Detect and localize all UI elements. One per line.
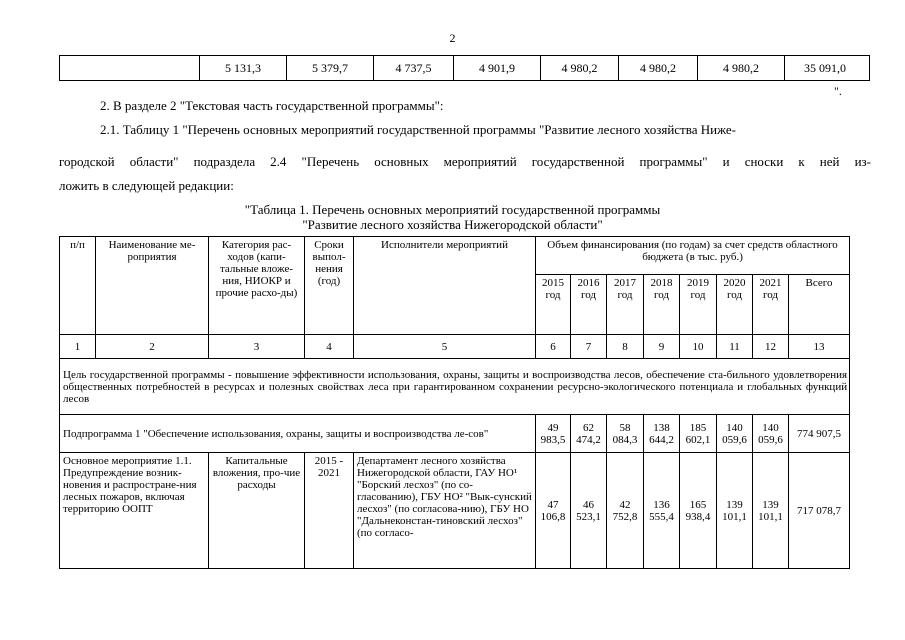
activities-table xyxy=(59,236,850,569)
value-cell: 774 907,5 xyxy=(789,415,850,453)
paragraph: городской области" подраздела 2.4 "Перечень основных мероприятий государственной программы" и сноски к ней из- xyxy=(59,154,871,169)
header-year: 2015 год xyxy=(536,275,571,335)
activity-executors: Департамент лесного хозяйства Нижегородской области, ГАУ НО¹ "Борский лесхоз" (по со-гласованию), ГБУ НО² "Вык-сунский лесхоз" (по согласова-нию), ГБУ НО "Дальнеконстан-тиновский лесхоз" (по согласо- xyxy=(354,453,536,569)
header-year: 2019 год xyxy=(680,275,717,335)
value-cell: 138 644,2 xyxy=(644,415,680,453)
column-number: 4 xyxy=(305,335,354,359)
header-name: Наименование ме-роприятия xyxy=(96,237,209,335)
column-number: 1 xyxy=(60,335,96,359)
header-category: Категория рас-ходов (капи-тальные вложе-ния, НИОКР и прочие расхо-ды) xyxy=(209,237,305,335)
table-cell: 4 980,2 xyxy=(619,56,698,81)
closing-quote: ". xyxy=(834,84,842,98)
value-cell: 47 106,8 xyxy=(536,453,571,569)
column-number: 5 xyxy=(354,335,536,359)
table-cell: 5 379,7 xyxy=(287,56,374,81)
value-cell: 46 523,1 xyxy=(571,453,607,569)
table-cell xyxy=(60,56,200,81)
table-cell: 5 131,3 xyxy=(200,56,287,81)
column-number: 13 xyxy=(789,335,850,359)
table-title: "Развитие лесного хозяйства Нижегородской области" xyxy=(302,217,603,232)
header-pp: п/п xyxy=(60,237,96,335)
column-number: 6 xyxy=(536,335,571,359)
column-number: 8 xyxy=(607,335,644,359)
page-number: 2 xyxy=(449,31,456,45)
paragraph: 2.1. Таблицу 1 "Перечень основных мероприятий государственной программы "Развитие лесного хозяйства Ниже- xyxy=(100,122,736,137)
activity-category: Капитальные вложения, про-чие расходы xyxy=(209,453,305,569)
column-number: 11 xyxy=(717,335,753,359)
value-cell: 139 101,1 xyxy=(753,453,789,569)
header-total: Всего xyxy=(789,275,850,335)
table-row xyxy=(60,56,870,81)
header-year: 2021 год xyxy=(753,275,789,335)
header-year: 2020 год xyxy=(717,275,753,335)
value-cell: 49 983,5 xyxy=(536,415,571,453)
table-header-row xyxy=(60,237,850,275)
table-cell: 4 737,5 xyxy=(374,56,454,81)
header-executors: Исполнители мероприятий xyxy=(354,237,536,335)
value-cell: 58 084,3 xyxy=(607,415,644,453)
paragraph: ложить в следующей редакции: xyxy=(59,178,234,193)
activity-terms: 2015 - 2021 xyxy=(305,453,354,569)
table-cell: 35 091,0 xyxy=(785,56,870,81)
header-year: 2017 год xyxy=(607,275,644,335)
value-cell: 165 938,4 xyxy=(680,453,717,569)
subprogram-label: Подпрограмма 1 "Обеспечение использования, охраны, защиты и воспроизводства ле-сов" xyxy=(60,415,536,453)
activity-name: Основное мероприятие 1.1. Предупреждение возник-новения и распростране-ния лесных пожаров, включая территорию ООПТ xyxy=(60,453,209,569)
value-cell: 140 059,6 xyxy=(717,415,753,453)
paragraph: 2. В разделе 2 "Текстовая часть государственной программы": xyxy=(100,98,444,113)
table-title: "Таблица 1. Перечень основных мероприятий государственной программы xyxy=(244,202,661,217)
header-terms: Сроки выпол-нения (год) xyxy=(305,237,354,335)
activity-row xyxy=(60,453,850,569)
value-cell: 62 474,2 xyxy=(571,415,607,453)
table-cell: 4 901,9 xyxy=(454,56,541,81)
value-cell: 140 059,6 xyxy=(753,415,789,453)
column-number: 10 xyxy=(680,335,717,359)
table-cell: 4 980,2 xyxy=(698,56,785,81)
header-funding: Объем финансирования (по годам) за счет средств областного бюджета (в тыс. руб.) xyxy=(536,237,850,275)
goal-text: Цель государственной программы - повышение эффективности использования, охраны, защиты и воспроизводства лесов, обеспечение ста-бильного удовлетворения общественных потребностей в ресурсах и полезных свойствах леса при гарантированном сохранении ресурсно-экологического потенциала и глобальных функций лесов xyxy=(60,359,850,415)
column-number: 12 xyxy=(753,335,789,359)
value-cell: 42 752,8 xyxy=(607,453,644,569)
goal-row xyxy=(60,359,850,415)
column-number: 3 xyxy=(209,335,305,359)
column-number: 2 xyxy=(96,335,209,359)
table-cell: 4 980,2 xyxy=(541,56,619,81)
value-cell: 185 602,1 xyxy=(680,415,717,453)
column-number-row xyxy=(60,335,850,359)
value-cell: 717 078,7 xyxy=(789,453,850,569)
value-cell: 139 101,1 xyxy=(717,453,753,569)
top-table-fragment xyxy=(59,55,870,81)
header-year: 2016 год xyxy=(571,275,607,335)
value-cell: 136 555,4 xyxy=(644,453,680,569)
column-number: 7 xyxy=(571,335,607,359)
header-year: 2018 год xyxy=(644,275,680,335)
column-number: 9 xyxy=(644,335,680,359)
subprogram-row xyxy=(60,415,850,453)
